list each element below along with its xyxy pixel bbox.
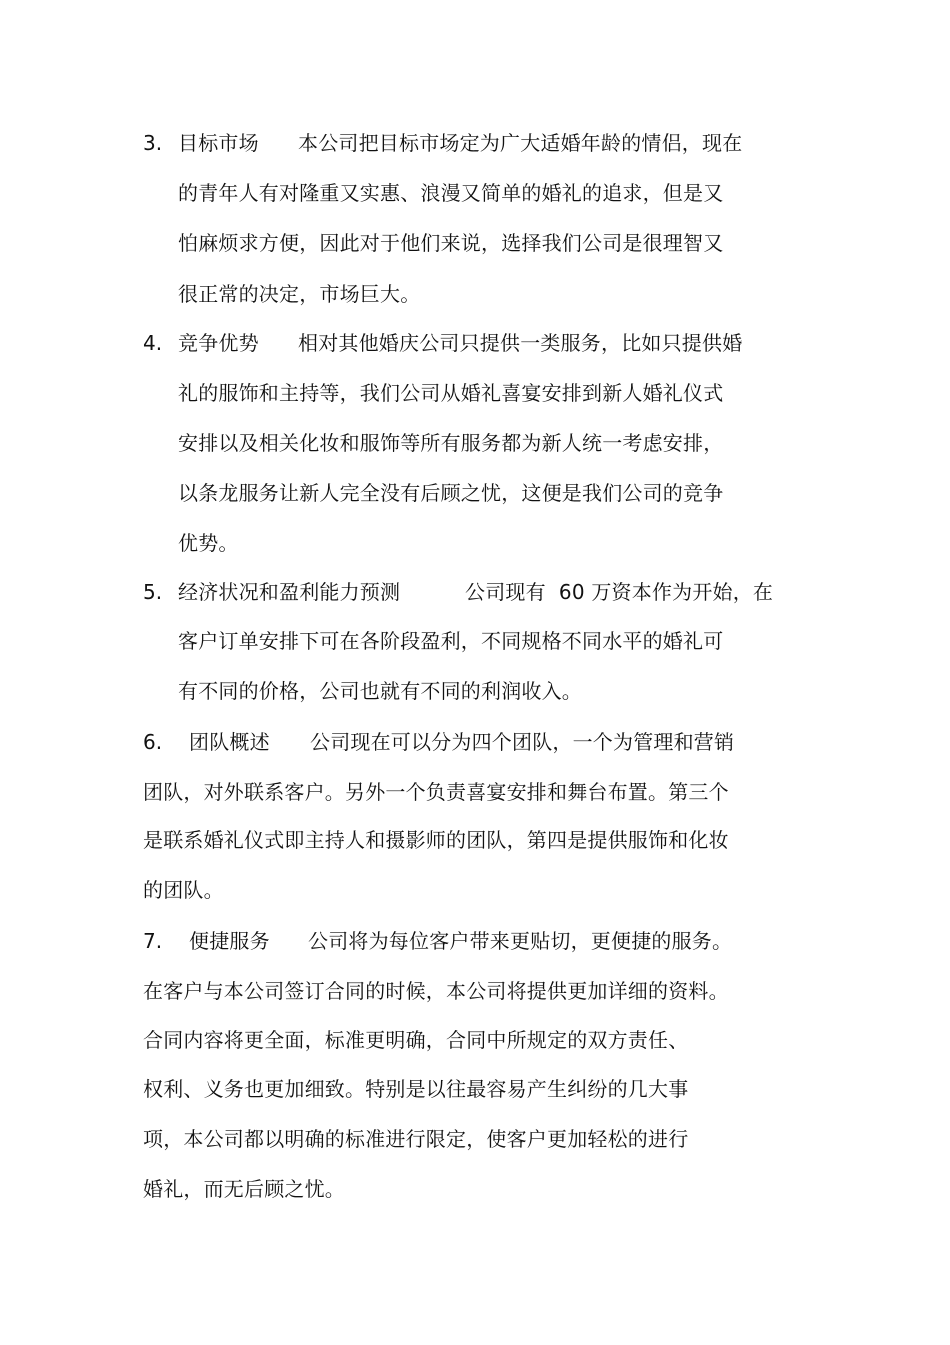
section-number: 6. — [143, 730, 163, 754]
paragraph-line: 合同内容将更全面，标准更明确，合同中所规定的双方责任、 — [143, 1028, 689, 1052]
section-number: 7. — [143, 929, 163, 953]
section-heading: 便捷服务 — [189, 929, 270, 953]
paragraph-line: 很正常的决定，市场巨大。 — [178, 282, 421, 306]
paragraph-line: 相对其他婚庆公司只提供一类服务，比如只提供婚 — [298, 331, 743, 355]
paragraph-line: 安排以及相关化妆和服饰等所有服务都为新人统一考虑安排， — [178, 431, 724, 455]
paragraph-line: 公司现在可以分为四个团队，一个为管理和营销 — [310, 730, 735, 754]
paragraph-line: 本公司把目标市场定为广大适婚年龄的情侣，现在 — [298, 131, 743, 155]
section-number: 4. — [143, 331, 163, 355]
paragraph-line: 婚礼，而无后顾之忧。 — [143, 1177, 345, 1201]
paragraph-line: 公司将为每位客户带来更贴切，更便捷的服务。 — [308, 929, 733, 953]
paragraph-line: 的团队。 — [143, 878, 224, 902]
section-heading: 经济状况和盈利能力预测 — [178, 580, 401, 604]
section-number: 5. — [143, 580, 163, 604]
paragraph-line: 项，本公司都以明确的标准进行限定，使客户更加轻松的进行 — [143, 1127, 689, 1151]
section-number: 3. — [143, 131, 163, 155]
paragraph-line: 的青年人有对隆重又实惠、浪漫又简单的婚礼的追求，但是又 — [178, 181, 724, 205]
paragraph-line: 以条龙服务让新人完全没有后顾之忧，这便是我们公司的竞争 — [178, 481, 724, 505]
section-heading: 目标市场 — [178, 131, 259, 155]
paragraph-line: 是联系婚礼仪式即主持人和摄影师的团队，第四是提供服饰和化妆 — [143, 828, 729, 852]
paragraph-line: 礼的服饰和主持等，我们公司从婚礼喜宴安排到新人婚礼仪式 — [178, 381, 724, 405]
paragraph-line: 怕麻烦求方便，因此对于他们来说，选择我们公司是很理智又 — [178, 231, 724, 255]
paragraph-line: 优势。 — [178, 531, 239, 555]
paragraph-line: 有不同的价格，公司也就有不同的利润收入。 — [178, 679, 582, 703]
paragraph-line: 权利、义务也更加细致。特别是以往最容易产生纠纷的几大事 — [143, 1077, 689, 1101]
paragraph-line: 公司现有 60 万资本作为开始，在 — [465, 580, 774, 604]
section-heading: 竞争优势 — [178, 331, 259, 355]
paragraph-line: 在客户与本公司签订合同的时候，本公司将提供更加详细的资料。 — [143, 979, 729, 1003]
paragraph-line: 客户订单安排下可在各阶段盈利，不同规格不同水平的婚礼可 — [178, 629, 724, 653]
paragraph-line: 团队，对外联系客户。另外一个负责喜宴安排和舞台布置。第三个 — [143, 780, 729, 804]
section-heading: 团队概述 — [189, 730, 270, 754]
